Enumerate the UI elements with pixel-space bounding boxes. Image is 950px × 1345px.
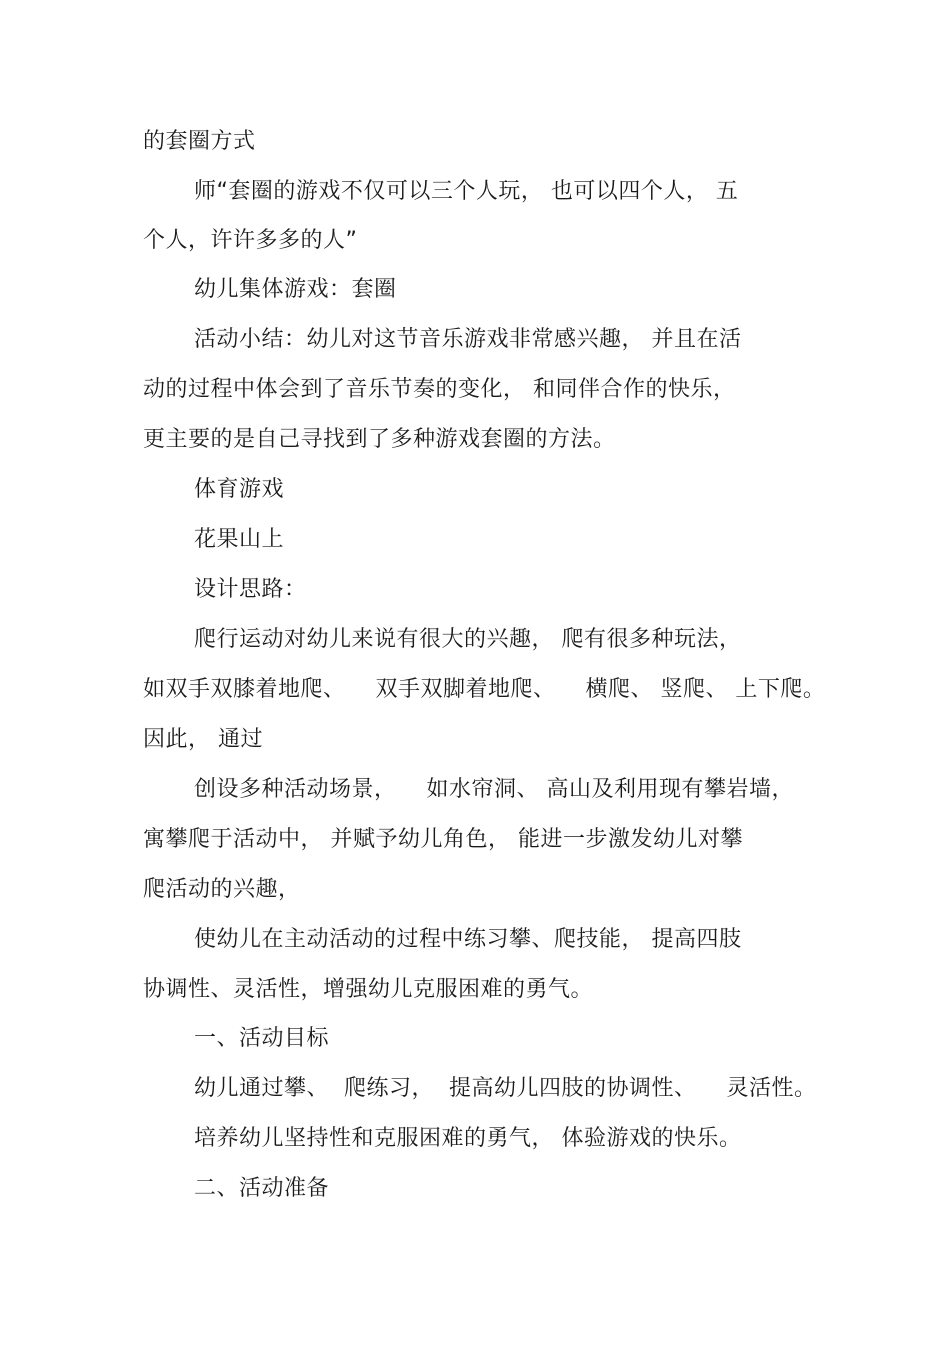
section-heading: 二、活动准备	[194, 1176, 330, 1201]
text-line: 寓攀爬于活动中， 并赋予幼儿角色， 能进一步激发幼儿对攀	[143, 827, 743, 852]
text-line: 幼儿集体游戏：套圈	[194, 277, 397, 302]
text-line: 使幼儿在主动活动的过程中练习攀、爬技能， 提高四肢	[194, 927, 742, 952]
text-line: 个人，许许多多的人”	[143, 228, 358, 253]
text-line: 如双手双膝着地爬、 双手双脚着地爬、 横爬、 竖爬、 上下爬。	[143, 677, 826, 702]
text-line: 培养幼儿坚持性和克服困难的勇气， 体验游戏的快乐。	[194, 1126, 742, 1151]
text-line: 动的过程中体会到了音乐节奏的变化， 和同伴合作的快乐，	[143, 377, 736, 402]
text-line: 爬活动的兴趣，	[143, 877, 301, 902]
section-heading: 设计思路：	[194, 577, 307, 602]
text-line: 因此， 通过	[143, 727, 263, 752]
text-line: 爬行运动对幼儿来说有很大的兴趣， 爬有很多种玩法，	[194, 627, 742, 652]
text-line: 幼儿通过攀、 爬练习， 提高幼儿四肢的协调性、 灵活性。	[194, 1076, 817, 1101]
text-line: 活动小结：幼儿对这节音乐游戏非常感兴趣， 并且在活	[194, 327, 742, 352]
section-heading: 一、活动目标	[194, 1026, 330, 1051]
text-line: 创设多种活动场景， 如水帘洞、 高山及利用现有攀岩墙，	[194, 777, 794, 802]
text-line: 协调性、灵活性，增强幼儿克服困难的勇气。	[143, 977, 594, 1002]
text-line: 师“套圈的游戏不仅可以三个人玩， 也可以四个人， 五	[194, 179, 739, 204]
section-heading: 体育游戏	[194, 477, 285, 502]
section-heading: 花果山上	[194, 527, 285, 552]
text-line: 的套圈方式	[143, 129, 256, 154]
text-line: 更主要的是自己寻找到了多种游戏套圈的方法。	[143, 427, 616, 452]
